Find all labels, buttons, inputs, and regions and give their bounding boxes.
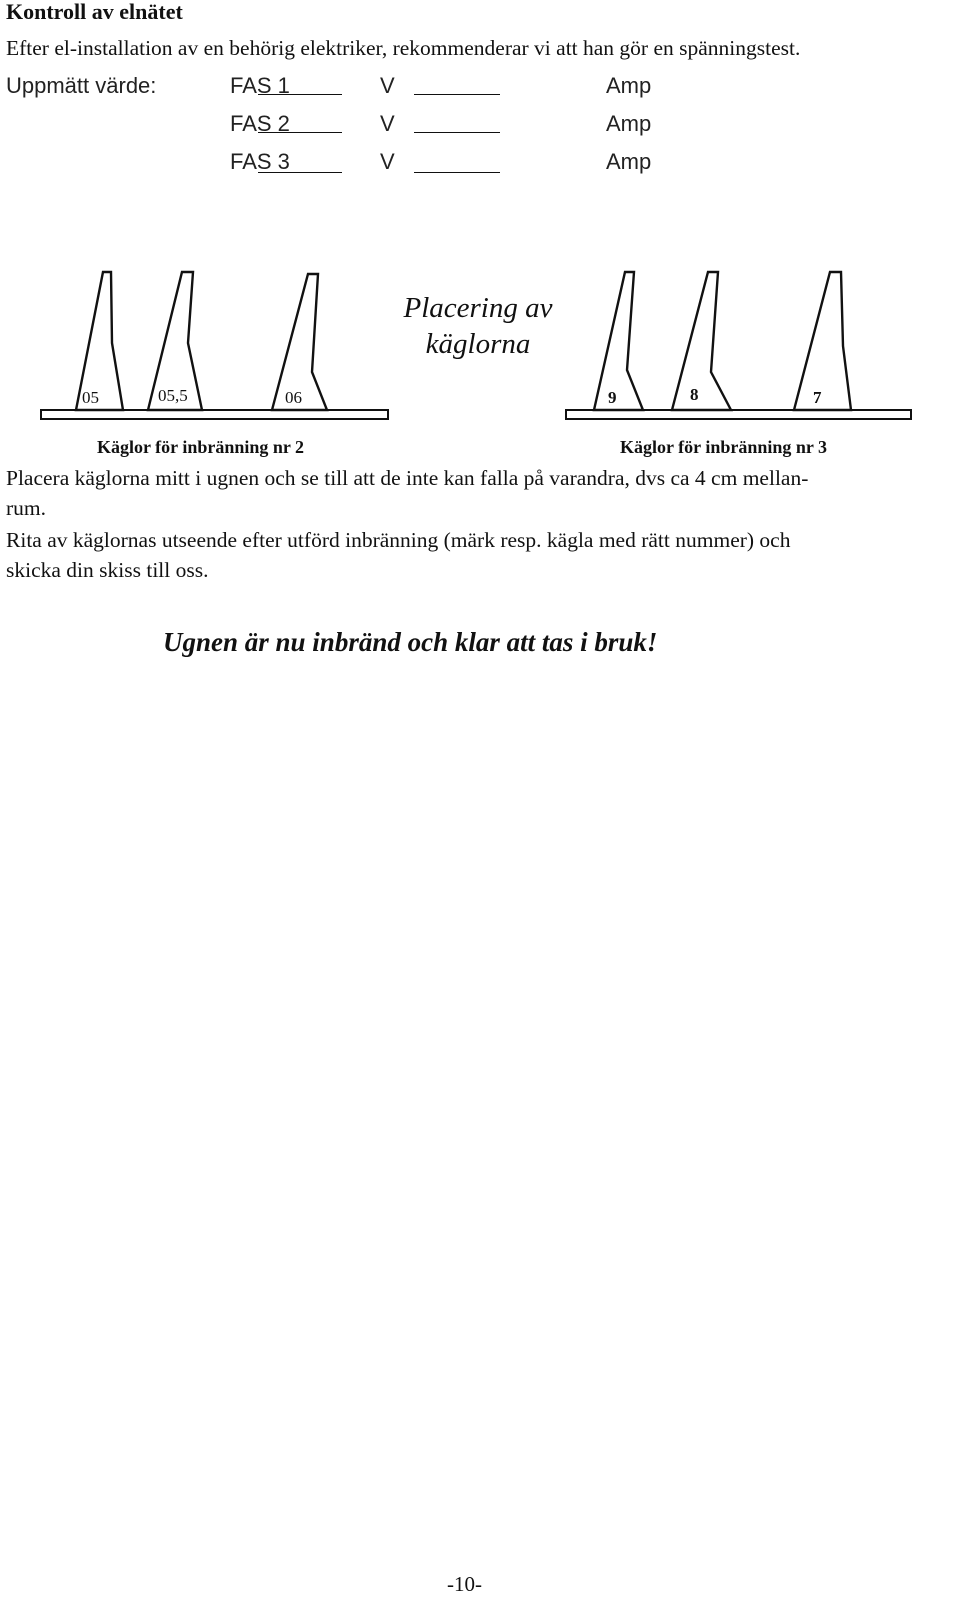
closing-statement: Ugnen är nu inbränd och klar att tas i bruk!: [163, 627, 658, 657]
kiln-shelf: [41, 410, 388, 419]
cone-number-label: 8: [690, 385, 699, 404]
cone-number-label: 7: [813, 388, 822, 407]
cone-group-caption: Käglor för inbränning nr 2: [97, 437, 305, 457]
cone-number-label: 9: [608, 388, 617, 407]
measurement-label: Uppmätt värde:: [6, 73, 157, 98]
amp-unit: Amp: [606, 149, 652, 174]
intro-text: Efter el-installation av en behörig elektriker, rekommenderar vi att han gör en spänningstest.: [6, 36, 801, 60]
phase-label: FAS 3: [230, 149, 290, 174]
instruction-line: Placera käglorna mitt i ugnen och se till att de inte kan falla på varandra, dvs ca 4 cm mellan-: [6, 466, 809, 490]
pyrometric-cone: [594, 272, 643, 410]
cone-group-caption: Käglor för inbränning nr 3: [620, 437, 828, 457]
pyrometric-cone: [672, 272, 731, 410]
pyrometric-cone: [794, 272, 851, 410]
phase-label: FAS 1: [230, 73, 290, 98]
instruction-line: Rita av käglornas utseende efter utförd inbränning (märk resp. kägla med rätt nummer) och: [6, 528, 791, 552]
amp-unit: Amp: [606, 111, 652, 136]
instruction-line: skicka din skiss till oss.: [6, 558, 209, 582]
amp-unit: Amp: [606, 73, 652, 98]
page-number: -10-: [447, 1572, 482, 1596]
cone-number-label: 05,5: [158, 386, 188, 405]
volt-unit: V: [380, 149, 395, 174]
volt-unit: V: [380, 73, 395, 98]
instruction-line: rum.: [6, 496, 47, 520]
section-heading: Kontroll av elnätet: [6, 0, 183, 24]
left-cone-group: [0, 0, 960, 440]
cone-number-label: 05: [82, 388, 99, 407]
volt-unit: V: [380, 111, 395, 136]
cone-number-label: 06: [285, 388, 302, 407]
kiln-shelf: [566, 410, 911, 419]
diagram-title: Placering av käglorna: [403, 292, 553, 360]
phase-label: FAS 2: [230, 111, 290, 136]
